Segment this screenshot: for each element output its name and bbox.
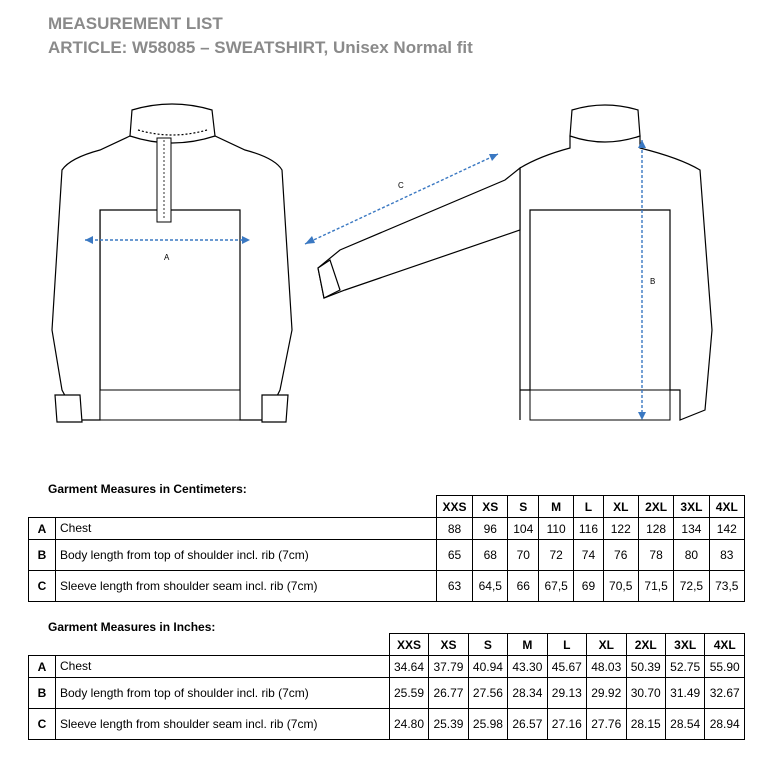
size-header: XS [473, 496, 508, 518]
cell: 27.16 [547, 709, 586, 740]
size-header: XL [587, 634, 626, 656]
size-header: XXS [389, 634, 428, 656]
cell: 25.59 [389, 678, 428, 709]
row-letter: A [29, 518, 56, 540]
cell: 52.75 [665, 656, 704, 678]
cell: 50.39 [626, 656, 665, 678]
cell: 128 [638, 518, 673, 540]
cell: 37.79 [429, 656, 468, 678]
table-row [29, 678, 745, 709]
size-header: S [468, 634, 507, 656]
size-header: 3XL [674, 496, 709, 518]
cell: 27.76 [587, 709, 626, 740]
measure-line-a [85, 236, 250, 262]
size-header: 2XL [626, 634, 665, 656]
cell: 27.56 [468, 678, 507, 709]
row-label: Chest [56, 518, 437, 540]
cell: 73,5 [709, 571, 744, 602]
cell: 34.64 [389, 656, 428, 678]
front-view [52, 104, 292, 422]
cell: 80 [674, 540, 709, 571]
row-letter: B [29, 540, 56, 571]
measures-table-inches [28, 633, 745, 740]
cell: 66 [508, 571, 539, 602]
cell: 45.67 [547, 656, 586, 678]
cell: 28.54 [665, 709, 704, 740]
cell: 32.67 [705, 678, 745, 709]
table-row [29, 518, 745, 540]
cell: 110 [539, 518, 574, 540]
sweatshirt-technical-drawing [0, 90, 783, 450]
size-header: XL [603, 496, 638, 518]
table-row [29, 709, 745, 740]
cell: 30.70 [626, 678, 665, 709]
cell: 65 [436, 540, 472, 571]
row-label: Body length from top of shoulder incl. rib (7cm) [56, 678, 390, 709]
cell: 72 [539, 540, 574, 571]
cell: 76 [603, 540, 638, 571]
cell: 29.92 [587, 678, 626, 709]
size-header: 4XL [705, 634, 745, 656]
size-header: 4XL [709, 496, 744, 518]
size-header: L [547, 634, 586, 656]
cell: 63 [436, 571, 472, 602]
size-header: S [508, 496, 539, 518]
size-header: 2XL [638, 496, 673, 518]
size-header: L [574, 496, 603, 518]
cell: 70,5 [603, 571, 638, 602]
cell: 72,5 [674, 571, 709, 602]
cell: 31.49 [665, 678, 704, 709]
size-header: M [539, 496, 574, 518]
row-letter: C [29, 709, 56, 740]
cell: 67,5 [539, 571, 574, 602]
back-view [318, 105, 712, 420]
cell: 28.94 [705, 709, 745, 740]
row-label: Sleeve length from shoulder seam incl. rib (7cm) [56, 571, 437, 602]
cell: 122 [603, 518, 638, 540]
table-row [29, 540, 745, 571]
size-header: XS [429, 634, 468, 656]
cell: 28.34 [508, 678, 547, 709]
cell: 25.98 [468, 709, 507, 740]
label-b: B [650, 277, 656, 286]
row-letter: A [29, 656, 56, 678]
cell: 26.57 [508, 709, 547, 740]
cm-table-caption: Garment Measures in Centimeters: [48, 482, 247, 496]
cell: 71,5 [638, 571, 673, 602]
cell: 78 [638, 540, 673, 571]
row-label: Chest [56, 656, 390, 678]
row-letter: B [29, 678, 56, 709]
size-header: M [508, 634, 547, 656]
cell: 104 [508, 518, 539, 540]
cell: 70 [508, 540, 539, 571]
size-header: XXS [436, 496, 472, 518]
cell: 28.15 [626, 709, 665, 740]
measures-table-cm [28, 495, 745, 602]
cell: 48.03 [587, 656, 626, 678]
cell: 69 [574, 571, 603, 602]
cell: 25.39 [429, 709, 468, 740]
label-a: A [164, 253, 170, 262]
page-title: MEASUREMENT LIST [48, 14, 223, 33]
cell: 24.80 [389, 709, 428, 740]
cell: 68 [473, 540, 508, 571]
table-row [29, 656, 745, 678]
cell: 116 [574, 518, 603, 540]
cell: 43.30 [508, 656, 547, 678]
cell: 83 [709, 540, 744, 571]
cell: 29.13 [547, 678, 586, 709]
row-label: Body length from top of shoulder incl. rib (7cm) [56, 540, 437, 571]
row-letter: C [29, 571, 56, 602]
blank-header-cell [29, 496, 437, 518]
table-row [29, 571, 745, 602]
cell: 64,5 [473, 571, 508, 602]
blank-header-cell [29, 634, 390, 656]
size-header: 3XL [665, 634, 704, 656]
cell: 74 [574, 540, 603, 571]
label-c: C [398, 181, 404, 190]
cell: 55.90 [705, 656, 745, 678]
cell: 88 [436, 518, 472, 540]
in-table-caption: Garment Measures in Inches: [48, 620, 216, 634]
cell: 40.94 [468, 656, 507, 678]
cell: 142 [709, 518, 744, 540]
cell: 96 [473, 518, 508, 540]
cell: 134 [674, 518, 709, 540]
cell: 26.77 [429, 678, 468, 709]
row-label: Sleeve length from shoulder seam incl. rib (7cm) [56, 709, 390, 740]
article-title: ARTICLE: W58085 – SWEATSHIRT, Unisex Normal fit [48, 38, 473, 57]
